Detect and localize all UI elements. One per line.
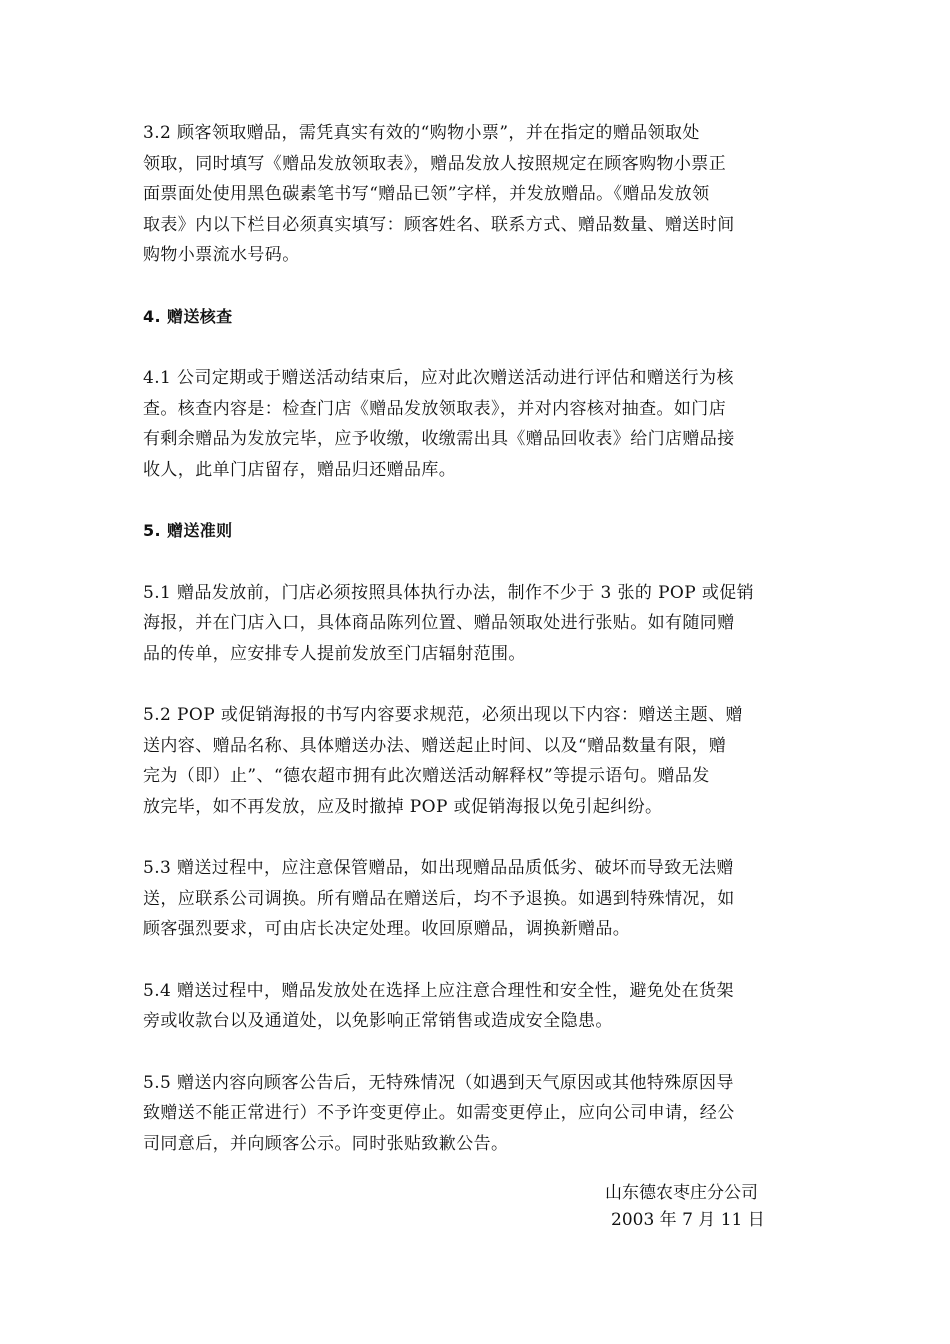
- clause-5-3: [143, 853, 808, 945]
- clause-5-1: [143, 578, 808, 670]
- text-line: 4.1 公司定期或于赠送活动结束后，应对此次赠送活动进行评估和赠送行为核: [143, 368, 734, 388]
- signature-block: [605, 1180, 765, 1234]
- spacer: [143, 669, 808, 700]
- spacer: [143, 271, 808, 302]
- text-line: 完为（即）止”、“德农超市拥有此次赠送活动解释权”等提示语句。赠品发: [143, 766, 710, 786]
- text-line: 3.2 顾客领取赠品，需凭真实有效的“购物小票”，并在指定的赠品领取处: [143, 123, 700, 143]
- spacer: [143, 485, 808, 516]
- text-line: 面票面处使用黑色碳素笔书写“赠品已领”字样，并发放赠品。《赠品发放领: [143, 184, 710, 204]
- clause-4-1: [143, 363, 808, 485]
- clause-3-2: [143, 118, 808, 271]
- section-heading-4: 4. 赠送核查: [143, 306, 233, 326]
- signature-organization: 山东德农枣庄分公司: [605, 1183, 758, 1203]
- text-line: 送内容、赠品名称、具体赠送办法、赠送起止时间、以及“赠品数量有限，赠: [143, 735, 727, 756]
- text-line: 有剩余赠品为发放完毕，应予收缴，收缴需出具《赠品回收表》给门店赠品接: [143, 429, 735, 449]
- spacer: [143, 547, 808, 578]
- text-line: 送，应联系公司调换。所有赠品在赠送后，均不予退换。如遇到特殊情况，如: [143, 888, 735, 909]
- text-line: 收人，此单门店留存，赠品归还赠品库。: [143, 459, 457, 480]
- text-line: 品的传单，应安排专人提前发放至门店辐射范围。: [143, 643, 526, 664]
- document-body: [143, 118, 808, 1159]
- text-line: 购物小票流水号码。: [143, 245, 300, 265]
- text-line: 领取，同时填写《赠品发放领取表》，赠品发放人按照规定在顾客购物小票正: [143, 153, 727, 174]
- clause-5-4: [143, 976, 808, 1037]
- signature-date: 2003 年 7 月 11 日: [611, 1210, 765, 1230]
- text-line: 5.1 赠品发放前，门店必须按照具体执行办法，制作不少于 3 张的 POP 或促销: [143, 582, 755, 603]
- text-line: 取表》内以下栏目必须真实填写：顾客姓名、联系方式、赠品数量、赠送时间: [143, 214, 735, 235]
- text-line: 致赠送不能正常进行）不予许变更停止。如需变更停止，应向公司申请，经公: [143, 1103, 735, 1123]
- spacer: [143, 945, 808, 976]
- text-line: 海报，并在门店入口，具体商品陈列位置、赠品领取处进行张贴。如有随同赠: [143, 613, 735, 633]
- spacer: [143, 1037, 808, 1068]
- text-line: 放完毕，如不再发放，应及时撤掉 POP 或促销海报以免引起纠纷。: [143, 796, 663, 817]
- text-line: 顾客强烈要求，可由店长决定处理。收回原赠品，调换新赠品。: [143, 919, 631, 939]
- spacer: [143, 332, 808, 363]
- text-line: 5.3 赠送过程中，应注意保管赠品，如出现赠品品质低劣、破坏而导致无法赠: [143, 858, 734, 878]
- clause-5-2: [143, 700, 808, 822]
- spacer: [143, 822, 808, 853]
- text-line: 司同意后，并向顾客公示。同时张贴致歉公告。: [143, 1133, 509, 1154]
- text-line: 查。核查内容是：检查门店《赠品发放领取表》，并对内容核对抽查。如门店: [143, 398, 727, 419]
- text-line: 5.4 赠送过程中，赠品发放处在选择上应注意合理性和安全性，避免处在货架: [143, 980, 734, 1001]
- section-heading-5: 5. 赠送准则: [143, 521, 233, 540]
- text-line: 5.2 POP 或促销海报的书写内容要求规范，必须出现以下内容：赠送主题、赠: [143, 705, 743, 725]
- clause-5-5: [143, 1068, 808, 1160]
- text-line: 旁或收款台以及通道处，以免影响正常销售或造成安全隐患。: [143, 1011, 613, 1031]
- text-line: 5.5 赠送内容向顾客公告后，无特殊情况（如遇到天气原因或其他特殊原因导: [143, 1072, 734, 1093]
